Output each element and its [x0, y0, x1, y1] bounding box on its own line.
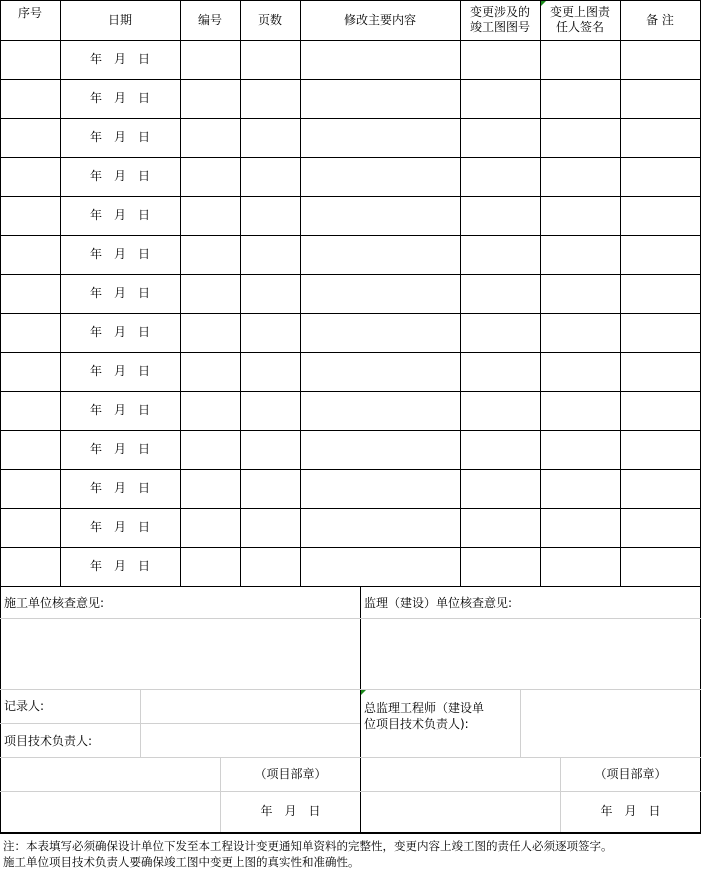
date-m: 月: [113, 520, 126, 534]
cell-content[interactable]: [300, 469, 460, 508]
date-y: 年: [89, 403, 102, 417]
cell-content[interactable]: [300, 118, 460, 157]
date-d: 日: [308, 804, 321, 818]
cell-number[interactable]: [180, 469, 240, 508]
cell-number[interactable]: [180, 508, 240, 547]
cell-serial[interactable]: [0, 313, 60, 352]
cell-remarks[interactable]: [620, 391, 700, 430]
cell-remarks[interactable]: [620, 547, 700, 586]
date-y: 年: [89, 442, 102, 456]
date-m: 月: [113, 130, 126, 144]
cell-drawing-no[interactable]: [460, 391, 540, 430]
date-d: 日: [138, 559, 151, 573]
cell-pages[interactable]: [240, 79, 300, 118]
footnote-line: 注：本表填写必须确保设计单位下发至本工程设计变更通知单资料的完整性，变更内容上竣工图的责任人必须逐项签字。: [3, 839, 613, 853]
cell-pages[interactable]: [240, 157, 300, 196]
date-y: 年: [89, 91, 102, 105]
date-cell[interactable]: [60, 40, 180, 79]
cell-signer[interactable]: [540, 157, 620, 196]
date-d: 日: [138, 403, 151, 417]
date-y: 年: [89, 481, 102, 495]
date-y: 年: [89, 169, 102, 183]
cell-content[interactable]: [300, 352, 460, 391]
cell-number[interactable]: [180, 40, 240, 79]
header-remarks: 备 注: [646, 12, 674, 27]
cell-serial[interactable]: [0, 430, 60, 469]
date-y: 年: [260, 804, 273, 818]
cell-pages[interactable]: [240, 313, 300, 352]
date-m: 月: [113, 169, 126, 183]
cell-serial[interactable]: [0, 40, 60, 79]
cell-pages[interactable]: [240, 508, 300, 547]
cell-signer[interactable]: [540, 274, 620, 313]
cell-content[interactable]: [300, 79, 460, 118]
cell-signer[interactable]: [540, 352, 620, 391]
cell-signer[interactable]: [540, 79, 620, 118]
date-d: 日: [138, 520, 151, 534]
date-d: 日: [138, 130, 151, 144]
date-d: 日: [138, 286, 151, 300]
cell-signer[interactable]: [540, 40, 620, 79]
cell-drawing-no[interactable]: [460, 235, 540, 274]
cell-signer[interactable]: [540, 391, 620, 430]
date-m: 月: [113, 403, 126, 417]
construction-opinion-field[interactable]: [1, 619, 360, 689]
date-m: 月: [113, 325, 126, 339]
divider: [0, 547, 701, 548]
date-m: 月: [624, 804, 637, 818]
construction-opinion-label: 施工单位核查意见:: [4, 596, 105, 610]
cell-signer[interactable]: [540, 235, 620, 274]
date-d: 日: [648, 804, 661, 818]
cell-drawing-no[interactable]: [460, 469, 540, 508]
divider: [0, 79, 701, 80]
recorder-label: 记录人:: [4, 699, 45, 713]
cell-pages[interactable]: [240, 352, 300, 391]
cell-drawing-no[interactable]: [460, 313, 540, 352]
cell-content[interactable]: [300, 547, 460, 586]
date-d: 日: [138, 325, 151, 339]
header-pages: 页数: [257, 12, 282, 27]
left-seal-label: （项目部章）: [254, 766, 327, 781]
cell-drawing-no[interactable]: [460, 196, 540, 235]
cell-serial[interactable]: [0, 352, 60, 391]
comment-marker-icon: [361, 690, 366, 695]
date-y: 年: [89, 325, 102, 339]
cell-signer[interactable]: [540, 430, 620, 469]
cell-signer[interactable]: [540, 547, 620, 586]
cell-serial[interactable]: [0, 547, 60, 586]
cell-number[interactable]: [180, 313, 240, 352]
date-y: 年: [89, 286, 102, 300]
date-cell[interactable]: [60, 274, 180, 313]
header-content: 修改主要内容: [343, 12, 416, 27]
cell-pages[interactable]: [240, 196, 300, 235]
divider: [0, 40, 701, 41]
date-m: 月: [284, 804, 297, 818]
divider: [240, 0, 241, 586]
divider: [0, 196, 701, 197]
date-d: 日: [138, 481, 151, 495]
footnote-line: 施工单位项目技术负责人要确保竣工图中变更上图的真实性和准确性。: [3, 855, 360, 869]
cell-content[interactable]: [300, 508, 460, 547]
cell-number[interactable]: [180, 118, 240, 157]
cell-serial[interactable]: [0, 235, 60, 274]
divider: [0, 157, 701, 158]
cell-drawing-no[interactable]: [460, 508, 540, 547]
cell-remarks[interactable]: [620, 79, 700, 118]
cell-signer[interactable]: [540, 196, 620, 235]
chief-engineer-signature-field[interactable]: [521, 690, 700, 757]
cell-serial[interactable]: [0, 196, 60, 235]
date-y: 年: [89, 559, 102, 573]
header-date: 日期: [107, 12, 132, 27]
date-d: 日: [138, 364, 151, 378]
cell-pages[interactable]: [240, 547, 300, 586]
cell-number[interactable]: [180, 157, 240, 196]
date-y: 年: [89, 364, 102, 378]
cell-pages[interactable]: [240, 235, 300, 274]
divider: [540, 0, 541, 586]
cell-pages[interactable]: [240, 40, 300, 79]
cell-signer[interactable]: [540, 508, 620, 547]
divider: [0, 274, 701, 275]
cell-remarks[interactable]: [620, 430, 700, 469]
divider: [60, 0, 61, 586]
date-cell[interactable]: [60, 508, 180, 547]
date-m: 月: [113, 247, 126, 261]
header-number: 编号: [197, 12, 222, 27]
cell-remarks[interactable]: [620, 352, 700, 391]
cell-drawing-no[interactable]: [460, 547, 540, 586]
right-seal-label: （项目部章）: [594, 766, 667, 781]
cell-drawing-no[interactable]: [460, 40, 540, 79]
header-serial: 序号: [17, 6, 42, 20]
cell-content[interactable]: [300, 40, 460, 79]
cell-number[interactable]: [180, 547, 240, 586]
cell-pages[interactable]: [240, 430, 300, 469]
date-d: 日: [138, 169, 151, 183]
date-m: 月: [113, 442, 126, 456]
cell-remarks[interactable]: [620, 196, 700, 235]
date-d: 日: [138, 52, 151, 66]
cell-drawing-no[interactable]: [460, 352, 540, 391]
supervision-opinion-label: 监理（建设）单位核查意见:: [364, 596, 513, 610]
cell-remarks[interactable]: [620, 313, 700, 352]
divider: [0, 508, 701, 509]
cell-remarks[interactable]: [620, 508, 700, 547]
cell-number[interactable]: [180, 274, 240, 313]
date-cell[interactable]: [60, 235, 180, 274]
cell-content[interactable]: [300, 196, 460, 235]
date-m: 月: [113, 364, 126, 378]
date-y: 年: [89, 130, 102, 144]
cell-serial[interactable]: [0, 79, 60, 118]
cell-serial[interactable]: [0, 157, 60, 196]
header-drawing-no: 变更涉及的竣工图图号: [469, 5, 530, 34]
cell-content[interactable]: [300, 391, 460, 430]
date-cell[interactable]: [60, 430, 180, 469]
recorder-signature-field[interactable]: [141, 690, 360, 723]
divider: [0, 391, 701, 392]
cell-content[interactable]: [300, 430, 460, 469]
divider: [0, 313, 701, 314]
cell-drawing-no[interactable]: [460, 157, 540, 196]
cell-number[interactable]: [180, 235, 240, 274]
cell-remarks[interactable]: [620, 274, 700, 313]
divider: [300, 0, 301, 586]
cell-content[interactable]: [300, 235, 460, 274]
cell-content[interactable]: [300, 157, 460, 196]
divider: [0, 469, 701, 470]
cell-pages[interactable]: [240, 118, 300, 157]
date-m: 月: [113, 559, 126, 573]
date-cell[interactable]: [60, 391, 180, 430]
cell-signer[interactable]: [540, 469, 620, 508]
divider: [0, 235, 701, 236]
date-m: 月: [113, 52, 126, 66]
date-m: 月: [113, 208, 126, 222]
cell-pages[interactable]: [240, 274, 300, 313]
cell-pages[interactable]: [240, 391, 300, 430]
cell-serial[interactable]: [0, 469, 60, 508]
supervision-opinion-field[interactable]: [361, 619, 700, 689]
cell-signer[interactable]: [540, 313, 620, 352]
date-m: 月: [113, 91, 126, 105]
date-cell[interactable]: [60, 196, 180, 235]
date-cell[interactable]: [60, 118, 180, 157]
comment-marker-icon: [541, 1, 546, 6]
cell-content[interactable]: [300, 274, 460, 313]
date-m: 月: [113, 286, 126, 300]
divider: [0, 352, 701, 353]
chief-engineer-label: 总监理工程师（建设单位项目技术负责人):: [364, 701, 485, 731]
cell-serial[interactable]: [0, 508, 60, 547]
divider: [620, 0, 621, 586]
header-signer: 变更上图责任人签名: [549, 5, 610, 34]
date-d: 日: [138, 442, 151, 456]
cell-serial[interactable]: [0, 274, 60, 313]
right-sign-date[interactable]: [561, 791, 700, 832]
tech-lead-label: 项目技术负责人:: [4, 734, 93, 748]
cell-serial[interactable]: [0, 118, 60, 157]
divider: [0, 0, 1, 586]
date-y: 年: [89, 52, 102, 66]
divider: [0, 0, 701, 1]
cell-number[interactable]: [180, 196, 240, 235]
date-y: 年: [89, 520, 102, 534]
date-cell[interactable]: [60, 469, 180, 508]
cell-signer[interactable]: [540, 118, 620, 157]
date-m: 月: [113, 481, 126, 495]
divider: [0, 118, 701, 119]
date-cell[interactable]: [60, 352, 180, 391]
date-d: 日: [138, 247, 151, 261]
cell-pages[interactable]: [240, 469, 300, 508]
date-d: 日: [138, 208, 151, 222]
cell-remarks[interactable]: [620, 40, 700, 79]
cell-number[interactable]: [180, 352, 240, 391]
date-cell[interactable]: [60, 547, 180, 586]
cell-content[interactable]: [300, 313, 460, 352]
divider: [0, 586, 701, 587]
cell-drawing-no[interactable]: [460, 430, 540, 469]
cell-number[interactable]: [180, 430, 240, 469]
divider: [0, 430, 701, 431]
date-d: 日: [138, 91, 151, 105]
cell-serial[interactable]: [0, 391, 60, 430]
date-cell[interactable]: [60, 79, 180, 118]
divider: [460, 0, 461, 586]
cell-remarks[interactable]: [620, 118, 700, 157]
left-sign-date[interactable]: [221, 791, 360, 832]
date-cell[interactable]: [60, 313, 180, 352]
date-cell[interactable]: [60, 157, 180, 196]
date-y: 年: [89, 247, 102, 261]
tech-lead-signature-field[interactable]: [141, 724, 360, 757]
cell-drawing-no[interactable]: [460, 118, 540, 157]
cell-drawing-no[interactable]: [460, 274, 540, 313]
date-y: 年: [89, 208, 102, 222]
cell-remarks[interactable]: [620, 469, 700, 508]
cell-remarks[interactable]: [620, 235, 700, 274]
cell-remarks[interactable]: [620, 157, 700, 196]
cell-number[interactable]: [180, 391, 240, 430]
cell-number[interactable]: [180, 79, 240, 118]
divider: [180, 0, 181, 586]
divider: [0, 832, 701, 834]
date-y: 年: [600, 804, 613, 818]
cell-drawing-no[interactable]: [460, 79, 540, 118]
